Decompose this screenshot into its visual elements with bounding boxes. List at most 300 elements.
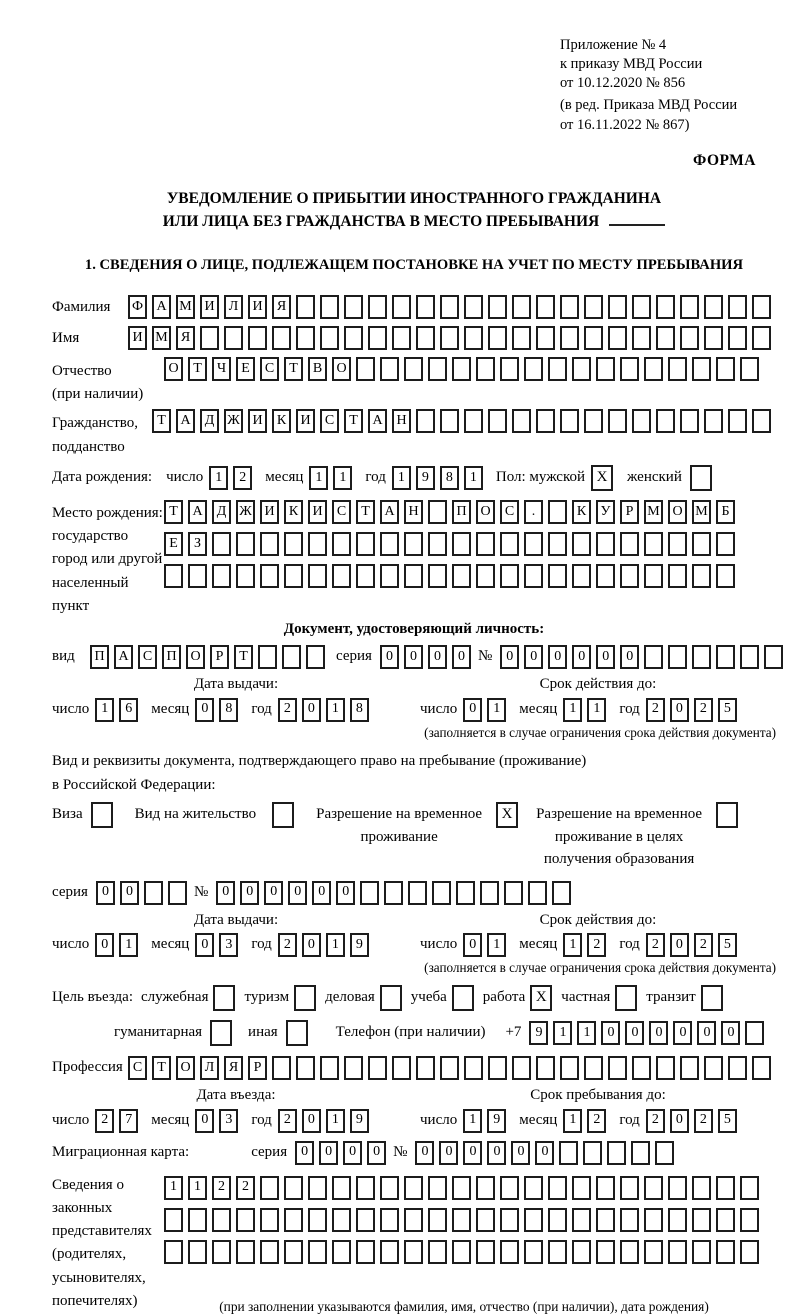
char-cell[interactable] bbox=[560, 326, 579, 350]
char-cell[interactable] bbox=[416, 1056, 435, 1080]
char-cell[interactable] bbox=[464, 295, 483, 319]
char-cell[interactable]: С bbox=[332, 500, 351, 524]
char-cell[interactable] bbox=[548, 357, 567, 381]
char-cell[interactable] bbox=[560, 295, 579, 319]
char-cell[interactable] bbox=[440, 1056, 459, 1080]
char-cell[interactable] bbox=[356, 564, 375, 588]
char-cell[interactable] bbox=[632, 409, 651, 433]
char-cell[interactable] bbox=[284, 1176, 303, 1200]
char-cell[interactable]: 0 bbox=[620, 645, 639, 669]
char-cell[interactable] bbox=[752, 409, 771, 433]
char-cell[interactable]: 1 bbox=[209, 466, 228, 490]
char-cell[interactable]: Ж bbox=[224, 409, 243, 433]
char-cell[interactable]: 5 bbox=[718, 933, 737, 957]
char-cell[interactable]: 0 bbox=[601, 1021, 620, 1045]
char-cell[interactable]: 0 bbox=[548, 645, 567, 669]
char-cell[interactable] bbox=[655, 1141, 674, 1165]
char-cell[interactable]: Т bbox=[152, 409, 171, 433]
char-cell[interactable] bbox=[524, 357, 543, 381]
char-cell[interactable] bbox=[572, 564, 591, 588]
char-cell[interactable]: 2 bbox=[95, 1109, 114, 1133]
char-cell[interactable] bbox=[548, 1208, 567, 1232]
char-cell[interactable] bbox=[428, 1176, 447, 1200]
char-cell[interactable] bbox=[164, 1240, 183, 1264]
char-cell[interactable]: 2 bbox=[212, 1176, 231, 1200]
char-cell[interactable]: Т bbox=[188, 357, 207, 381]
char-cell[interactable] bbox=[332, 1176, 351, 1200]
char-cell[interactable] bbox=[560, 1056, 579, 1080]
char-cell[interactable] bbox=[740, 357, 759, 381]
char-cell[interactable] bbox=[488, 326, 507, 350]
char-cell[interactable]: 0 bbox=[302, 1109, 321, 1133]
char-cell[interactable] bbox=[524, 1176, 543, 1200]
char-cell[interactable] bbox=[416, 295, 435, 319]
char-cell[interactable] bbox=[452, 564, 471, 588]
char-cell[interactable] bbox=[428, 357, 447, 381]
char-cell[interactable] bbox=[296, 326, 315, 350]
char-cell[interactable]: 8 bbox=[219, 698, 238, 722]
char-cell[interactable]: Д bbox=[200, 409, 219, 433]
char-cell[interactable]: 1 bbox=[119, 933, 138, 957]
char-cell[interactable] bbox=[428, 532, 447, 556]
char-cell[interactable] bbox=[188, 1240, 207, 1264]
char-cell[interactable] bbox=[536, 1056, 555, 1080]
char-cell[interactable] bbox=[416, 409, 435, 433]
char-cell[interactable]: 0 bbox=[288, 881, 307, 905]
char-cell[interactable] bbox=[716, 564, 735, 588]
char-cell[interactable] bbox=[716, 1208, 735, 1232]
char-cell[interactable] bbox=[332, 564, 351, 588]
char-cell[interactable] bbox=[716, 645, 735, 669]
char-cell[interactable]: 6 bbox=[119, 698, 138, 722]
char-cell[interactable] bbox=[620, 532, 639, 556]
char-cell[interactable]: Т bbox=[234, 645, 253, 669]
char-cell[interactable] bbox=[260, 1208, 279, 1232]
char-cell[interactable]: 0 bbox=[404, 645, 423, 669]
char-cell[interactable]: 1 bbox=[587, 698, 606, 722]
char-cell[interactable] bbox=[284, 1240, 303, 1264]
char-cell[interactable] bbox=[144, 881, 163, 905]
char-cell[interactable] bbox=[728, 1056, 747, 1080]
char-cell[interactable] bbox=[306, 645, 325, 669]
char-cell[interactable] bbox=[500, 1176, 519, 1200]
char-cell[interactable]: И bbox=[260, 500, 279, 524]
char-cell[interactable]: А bbox=[114, 645, 133, 669]
char-cell[interactable] bbox=[680, 409, 699, 433]
purpose-checkbox[interactable] bbox=[380, 985, 402, 1011]
char-cell[interactable] bbox=[236, 564, 255, 588]
char-cell[interactable] bbox=[668, 532, 687, 556]
char-cell[interactable] bbox=[716, 1240, 735, 1264]
char-cell[interactable] bbox=[440, 295, 459, 319]
char-cell[interactable]: 0 bbox=[96, 881, 115, 905]
purpose-checkbox[interactable] bbox=[615, 985, 637, 1011]
char-cell[interactable] bbox=[692, 645, 711, 669]
char-cell[interactable] bbox=[524, 1240, 543, 1264]
char-cell[interactable]: С bbox=[320, 409, 339, 433]
char-cell[interactable] bbox=[428, 500, 447, 524]
char-cell[interactable]: Р bbox=[620, 500, 639, 524]
char-cell[interactable] bbox=[308, 1240, 327, 1264]
char-cell[interactable] bbox=[656, 1056, 675, 1080]
char-cell[interactable]: 0 bbox=[195, 1109, 214, 1133]
char-cell[interactable] bbox=[260, 532, 279, 556]
char-cell[interactable]: Ч bbox=[212, 357, 231, 381]
char-cell[interactable]: 1 bbox=[326, 1109, 345, 1133]
char-cell[interactable] bbox=[608, 1056, 627, 1080]
char-cell[interactable] bbox=[668, 1208, 687, 1232]
char-cell[interactable]: Ф bbox=[128, 295, 147, 319]
char-cell[interactable]: К bbox=[572, 500, 591, 524]
char-cell[interactable] bbox=[584, 295, 603, 319]
char-cell[interactable] bbox=[356, 357, 375, 381]
char-cell[interactable]: 2 bbox=[694, 1109, 713, 1133]
char-cell[interactable]: О bbox=[164, 357, 183, 381]
char-cell[interactable]: 0 bbox=[264, 881, 283, 905]
char-cell[interactable] bbox=[644, 1240, 663, 1264]
char-cell[interactable]: Б bbox=[716, 500, 735, 524]
char-cell[interactable] bbox=[452, 1208, 471, 1232]
char-cell[interactable] bbox=[512, 409, 531, 433]
char-cell[interactable] bbox=[656, 295, 675, 319]
char-cell[interactable]: 0 bbox=[439, 1141, 458, 1165]
char-cell[interactable] bbox=[572, 1240, 591, 1264]
char-cell[interactable] bbox=[432, 881, 451, 905]
char-cell[interactable] bbox=[528, 881, 547, 905]
char-cell[interactable]: 0 bbox=[670, 933, 689, 957]
char-cell[interactable]: 9 bbox=[487, 1109, 506, 1133]
char-cell[interactable] bbox=[248, 326, 267, 350]
char-cell[interactable]: 0 bbox=[120, 881, 139, 905]
char-cell[interactable] bbox=[416, 326, 435, 350]
char-cell[interactable]: 0 bbox=[721, 1021, 740, 1045]
char-cell[interactable] bbox=[548, 564, 567, 588]
char-cell[interactable] bbox=[704, 295, 723, 319]
char-cell[interactable]: Р bbox=[248, 1056, 267, 1080]
char-cell[interactable]: 0 bbox=[415, 1141, 434, 1165]
char-cell[interactable] bbox=[632, 295, 651, 319]
char-cell[interactable] bbox=[428, 1208, 447, 1232]
char-cell[interactable] bbox=[596, 1208, 615, 1232]
char-cell[interactable]: 0 bbox=[240, 881, 259, 905]
visa-checkbox[interactable] bbox=[91, 802, 113, 828]
char-cell[interactable] bbox=[212, 1240, 231, 1264]
char-cell[interactable]: 0 bbox=[463, 698, 482, 722]
char-cell[interactable] bbox=[644, 645, 663, 669]
char-cell[interactable]: М bbox=[152, 326, 171, 350]
char-cell[interactable] bbox=[344, 1056, 363, 1080]
char-cell[interactable] bbox=[716, 532, 735, 556]
char-cell[interactable]: Е bbox=[164, 532, 183, 556]
char-cell[interactable] bbox=[380, 564, 399, 588]
char-cell[interactable]: 0 bbox=[670, 1109, 689, 1133]
char-cell[interactable] bbox=[608, 409, 627, 433]
char-cell[interactable]: 9 bbox=[350, 1109, 369, 1133]
char-cell[interactable] bbox=[428, 564, 447, 588]
char-cell[interactable]: И bbox=[128, 326, 147, 350]
char-cell[interactable]: Л bbox=[224, 295, 243, 319]
char-cell[interactable]: 0 bbox=[625, 1021, 644, 1045]
char-cell[interactable]: 1 bbox=[487, 933, 506, 957]
purpose-humanitarian-checkbox[interactable] bbox=[210, 1020, 232, 1046]
char-cell[interactable] bbox=[260, 1240, 279, 1264]
char-cell[interactable] bbox=[620, 1240, 639, 1264]
char-cell[interactable] bbox=[344, 295, 363, 319]
char-cell[interactable] bbox=[308, 1208, 327, 1232]
char-cell[interactable] bbox=[572, 1208, 591, 1232]
char-cell[interactable]: 5 bbox=[718, 1109, 737, 1133]
char-cell[interactable] bbox=[488, 295, 507, 319]
char-cell[interactable] bbox=[620, 357, 639, 381]
char-cell[interactable]: 1 bbox=[487, 698, 506, 722]
char-cell[interactable] bbox=[644, 532, 663, 556]
char-cell[interactable] bbox=[258, 645, 277, 669]
char-cell[interactable] bbox=[692, 357, 711, 381]
char-cell[interactable]: 9 bbox=[416, 466, 435, 490]
purpose-checkbox[interactable]: X bbox=[530, 985, 552, 1011]
char-cell[interactable]: 0 bbox=[95, 933, 114, 957]
char-cell[interactable] bbox=[168, 881, 187, 905]
char-cell[interactable] bbox=[236, 1208, 255, 1232]
char-cell[interactable] bbox=[596, 357, 615, 381]
char-cell[interactable]: И bbox=[248, 295, 267, 319]
char-cell[interactable]: О bbox=[668, 500, 687, 524]
char-cell[interactable]: Т bbox=[284, 357, 303, 381]
char-cell[interactable] bbox=[740, 645, 759, 669]
char-cell[interactable]: 0 bbox=[670, 698, 689, 722]
char-cell[interactable] bbox=[680, 1056, 699, 1080]
char-cell[interactable]: 5 bbox=[718, 698, 737, 722]
char-cell[interactable] bbox=[728, 326, 747, 350]
char-cell[interactable]: К bbox=[272, 409, 291, 433]
char-cell[interactable] bbox=[456, 881, 475, 905]
char-cell[interactable] bbox=[596, 564, 615, 588]
char-cell[interactable] bbox=[704, 409, 723, 433]
char-cell[interactable]: В bbox=[308, 357, 327, 381]
char-cell[interactable]: 0 bbox=[428, 645, 447, 669]
char-cell[interactable]: 9 bbox=[529, 1021, 548, 1045]
char-cell[interactable]: 0 bbox=[535, 1141, 554, 1165]
char-cell[interactable] bbox=[164, 1208, 183, 1232]
char-cell[interactable] bbox=[608, 295, 627, 319]
char-cell[interactable] bbox=[620, 1208, 639, 1232]
char-cell[interactable]: 1 bbox=[326, 698, 345, 722]
char-cell[interactable]: 2 bbox=[646, 933, 665, 957]
char-cell[interactable]: 2 bbox=[646, 1109, 665, 1133]
char-cell[interactable]: П bbox=[90, 645, 109, 669]
char-cell[interactable]: 0 bbox=[343, 1141, 362, 1165]
char-cell[interactable] bbox=[392, 295, 411, 319]
char-cell[interactable]: У bbox=[596, 500, 615, 524]
char-cell[interactable] bbox=[404, 1208, 423, 1232]
char-cell[interactable] bbox=[452, 357, 471, 381]
char-cell[interactable] bbox=[380, 357, 399, 381]
char-cell[interactable]: С bbox=[138, 645, 157, 669]
char-cell[interactable] bbox=[404, 1240, 423, 1264]
char-cell[interactable]: Я bbox=[176, 326, 195, 350]
sex-male-checkbox[interactable]: X bbox=[591, 465, 613, 491]
char-cell[interactable]: 1 bbox=[463, 1109, 482, 1133]
char-cell[interactable]: 7 bbox=[119, 1109, 138, 1133]
char-cell[interactable]: Е bbox=[236, 357, 255, 381]
char-cell[interactable] bbox=[296, 295, 315, 319]
char-cell[interactable] bbox=[368, 1056, 387, 1080]
char-cell[interactable]: 0 bbox=[524, 645, 543, 669]
char-cell[interactable]: 8 bbox=[440, 466, 459, 490]
char-cell[interactable]: 0 bbox=[302, 698, 321, 722]
char-cell[interactable]: Т bbox=[356, 500, 375, 524]
char-cell[interactable]: 1 bbox=[464, 466, 483, 490]
char-cell[interactable]: Т bbox=[344, 409, 363, 433]
char-cell[interactable] bbox=[392, 1056, 411, 1080]
char-cell[interactable] bbox=[356, 1208, 375, 1232]
char-cell[interactable]: 9 bbox=[350, 933, 369, 957]
char-cell[interactable]: 0 bbox=[312, 881, 331, 905]
char-cell[interactable] bbox=[404, 1176, 423, 1200]
char-cell[interactable]: 0 bbox=[649, 1021, 668, 1045]
char-cell[interactable]: П bbox=[162, 645, 181, 669]
char-cell[interactable] bbox=[692, 532, 711, 556]
char-cell[interactable] bbox=[548, 1176, 567, 1200]
char-cell[interactable] bbox=[728, 409, 747, 433]
char-cell[interactable]: 2 bbox=[278, 698, 297, 722]
char-cell[interactable] bbox=[384, 881, 403, 905]
char-cell[interactable]: О bbox=[186, 645, 205, 669]
char-cell[interactable] bbox=[500, 1240, 519, 1264]
char-cell[interactable]: 1 bbox=[333, 466, 352, 490]
char-cell[interactable] bbox=[188, 1208, 207, 1232]
char-cell[interactable] bbox=[284, 564, 303, 588]
char-cell[interactable] bbox=[380, 532, 399, 556]
char-cell[interactable]: 1 bbox=[563, 1109, 582, 1133]
char-cell[interactable]: С bbox=[500, 500, 519, 524]
char-cell[interactable]: И bbox=[296, 409, 315, 433]
char-cell[interactable] bbox=[740, 1176, 759, 1200]
char-cell[interactable] bbox=[212, 532, 231, 556]
char-cell[interactable]: 0 bbox=[302, 933, 321, 957]
char-cell[interactable] bbox=[308, 1176, 327, 1200]
char-cell[interactable]: 0 bbox=[336, 881, 355, 905]
char-cell[interactable] bbox=[368, 326, 387, 350]
char-cell[interactable]: 1 bbox=[326, 933, 345, 957]
char-cell[interactable]: З bbox=[188, 532, 207, 556]
char-cell[interactable] bbox=[452, 1240, 471, 1264]
char-cell[interactable] bbox=[320, 295, 339, 319]
char-cell[interactable] bbox=[632, 326, 651, 350]
char-cell[interactable]: А bbox=[368, 409, 387, 433]
char-cell[interactable] bbox=[548, 500, 567, 524]
char-cell[interactable] bbox=[560, 409, 579, 433]
char-cell[interactable] bbox=[656, 409, 675, 433]
char-cell[interactable] bbox=[620, 564, 639, 588]
char-cell[interactable]: 2 bbox=[278, 933, 297, 957]
char-cell[interactable] bbox=[584, 1056, 603, 1080]
char-cell[interactable]: Я bbox=[272, 295, 291, 319]
char-cell[interactable] bbox=[320, 326, 339, 350]
char-cell[interactable] bbox=[536, 326, 555, 350]
char-cell[interactable]: 0 bbox=[463, 933, 482, 957]
char-cell[interactable] bbox=[548, 532, 567, 556]
char-cell[interactable] bbox=[524, 564, 543, 588]
char-cell[interactable]: 0 bbox=[195, 933, 214, 957]
char-cell[interactable]: А bbox=[188, 500, 207, 524]
char-cell[interactable]: 0 bbox=[380, 645, 399, 669]
char-cell[interactable] bbox=[572, 532, 591, 556]
char-cell[interactable] bbox=[356, 1176, 375, 1200]
char-cell[interactable]: Т bbox=[164, 500, 183, 524]
char-cell[interactable] bbox=[548, 1240, 567, 1264]
char-cell[interactable]: 0 bbox=[487, 1141, 506, 1165]
char-cell[interactable] bbox=[356, 532, 375, 556]
char-cell[interactable]: 1 bbox=[392, 466, 411, 490]
char-cell[interactable] bbox=[284, 532, 303, 556]
char-cell[interactable] bbox=[260, 1176, 279, 1200]
char-cell[interactable] bbox=[692, 1240, 711, 1264]
char-cell[interactable] bbox=[584, 326, 603, 350]
char-cell[interactable] bbox=[500, 532, 519, 556]
char-cell[interactable]: 0 bbox=[572, 645, 591, 669]
char-cell[interactable] bbox=[360, 881, 379, 905]
char-cell[interactable] bbox=[200, 326, 219, 350]
char-cell[interactable] bbox=[404, 357, 423, 381]
char-cell[interactable] bbox=[380, 1240, 399, 1264]
char-cell[interactable] bbox=[476, 1240, 495, 1264]
char-cell[interactable] bbox=[224, 326, 243, 350]
char-cell[interactable]: А bbox=[152, 295, 171, 319]
char-cell[interactable]: К bbox=[284, 500, 303, 524]
char-cell[interactable]: С bbox=[260, 357, 279, 381]
char-cell[interactable] bbox=[500, 357, 519, 381]
char-cell[interactable] bbox=[308, 564, 327, 588]
char-cell[interactable] bbox=[728, 295, 747, 319]
char-cell[interactable] bbox=[668, 1176, 687, 1200]
char-cell[interactable]: 1 bbox=[563, 933, 582, 957]
char-cell[interactable]: 2 bbox=[646, 698, 665, 722]
char-cell[interactable]: 0 bbox=[367, 1141, 386, 1165]
char-cell[interactable]: 0 bbox=[697, 1021, 716, 1045]
char-cell[interactable] bbox=[236, 532, 255, 556]
char-cell[interactable]: М bbox=[692, 500, 711, 524]
char-cell[interactable] bbox=[524, 1208, 543, 1232]
char-cell[interactable]: Р bbox=[210, 645, 229, 669]
char-cell[interactable] bbox=[368, 295, 387, 319]
char-cell[interactable] bbox=[476, 564, 495, 588]
char-cell[interactable] bbox=[656, 326, 675, 350]
char-cell[interactable] bbox=[668, 564, 687, 588]
sex-female-checkbox[interactable] bbox=[690, 465, 712, 491]
char-cell[interactable] bbox=[745, 1021, 764, 1045]
char-cell[interactable] bbox=[668, 1240, 687, 1264]
char-cell[interactable]: 2 bbox=[694, 933, 713, 957]
char-cell[interactable] bbox=[308, 532, 327, 556]
char-cell[interactable] bbox=[596, 1176, 615, 1200]
char-cell[interactable] bbox=[583, 1141, 602, 1165]
char-cell[interactable] bbox=[668, 357, 687, 381]
char-cell[interactable] bbox=[644, 1208, 663, 1232]
char-cell[interactable]: 0 bbox=[500, 645, 519, 669]
char-cell[interactable] bbox=[332, 1240, 351, 1264]
char-cell[interactable] bbox=[392, 326, 411, 350]
char-cell[interactable] bbox=[476, 532, 495, 556]
char-cell[interactable] bbox=[524, 532, 543, 556]
char-cell[interactable]: 0 bbox=[216, 881, 235, 905]
char-cell[interactable] bbox=[596, 532, 615, 556]
char-cell[interactable] bbox=[380, 1176, 399, 1200]
char-cell[interactable] bbox=[332, 1208, 351, 1232]
char-cell[interactable]: И bbox=[248, 409, 267, 433]
char-cell[interactable] bbox=[752, 1056, 771, 1080]
char-cell[interactable] bbox=[440, 326, 459, 350]
